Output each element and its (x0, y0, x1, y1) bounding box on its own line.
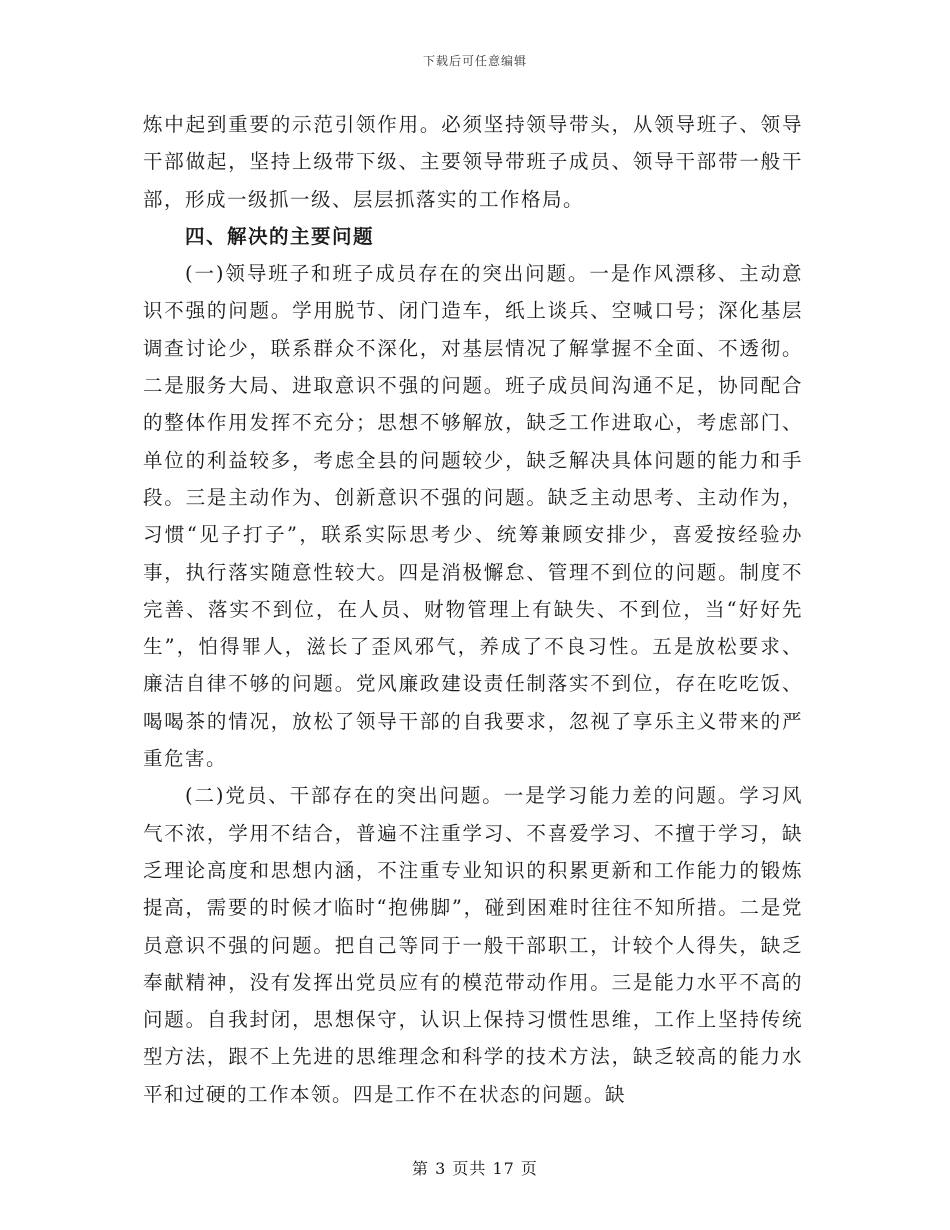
section-heading: 四、解决的主要问题 (185, 224, 375, 248)
paragraph-cadre-issues: (二)党员、干部存在的突出问题。一是学习能力差的问题。学习风气不浓，学用不结合，普遍不注重学习、不喜爱学习、不擅于学习，缺乏理论高度和思想内涵，不注重专业知识的积累更新和工作能力的锻炼提高，需要的时候才临时“抱佛脚”，碰到困难时往往不知所措。二是党员意识不强的问题。把自己等同于一般干部职工，计较个人得失，缺乏奉献精神，没有发挥出党员应有的模范带动作用。三是能力水平不高的问题。自我封闭，思想保守，认识上保持习惯性思维，工作上坚持传统型方法，跟不上先进的思维理念和科学的技术方法，缺乏较高的能力水平和过硬的工作本领。四是工作不在状态的问题。缺 (143, 784, 803, 1106)
header-note: 下载后可任意编辑 (422, 54, 527, 68)
page-number: 第 3 页共 17 页 (412, 1159, 538, 1178)
paragraph-leadership-issues: (一)领导班子和班子成员存在的突出问题。一是作风漂移、主动意识不强的问题。学用脱节、闭门造车，纸上谈兵、空喊口号；深化基层调查讨论少，联系群众不深化，对基层情况了解掌握不全面、不透彻。二是服务大局、进取意识不强的问题。班子成员间沟通不足，协同配合的整体作用发挥不充分；思想不够解放，缺乏工作进取心，考虑部门、单位的利益较多，考虑全县的问题较少，缺乏解决具体问题的能力和手段。三是主动作为、创新意识不强的问题。缺乏主动思考、主动作为，习惯“见子打子”，联系实际思考少、统筹兼顾安排少，喜爱按经验办事，执行落实随意性较大。四是消极懈怠、管理不到位的问题。制度不完善、落实不到位，在人员、财物管理上有缺失、不到位，当“好好先生”，怕得罪人，滋长了歪风邪气，养成了不良习性。五是放松要求、廉洁自律不够的问题。党风廉政建设责任制落实不到位，存在吃吃饭、喝喝茶的情况，放松了领导干部的自我要求，忽视了享乐主义带来的严重危害。 (143, 262, 803, 771)
paragraph-continuation: 炼中起到重要的示范引领作用。必须坚持领导带头，从领导班子、领导干部做起，坚持上级带下级、主要领导带班子成员、领导干部带一般干部，形成一级抓一级、层层抓落实的工作格局。 (143, 113, 803, 211)
document-body (143, 106, 803, 1113)
